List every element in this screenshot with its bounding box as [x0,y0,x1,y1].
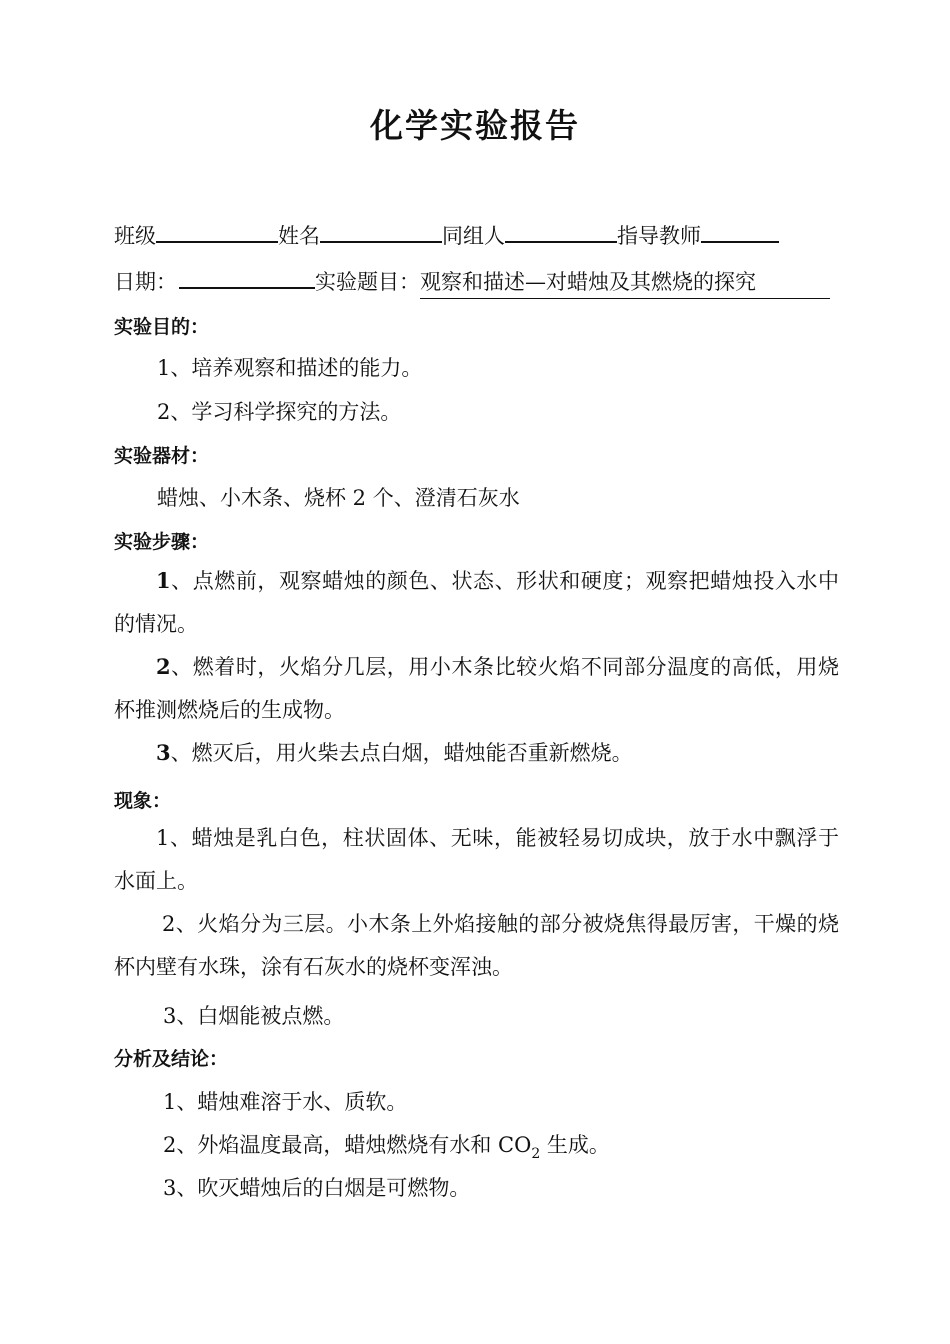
steps-heading: 实验步骤： [114,531,210,553]
conclusion-text: 2、外焰温度最高，蜡烛燃烧有水和 CO [163,1133,532,1157]
step-number: 3 [156,740,171,765]
step-text: 、燃着时，火焰分几层，用小木条比较火焰不同部分温度的高低，用烧杯推测燃烧后的生成物。 [114,655,839,722]
step-item [114,731,839,775]
step-text: 、燃灭后，用火柴去点白烟，蜡烛能否重新燃烧。 [170,741,633,765]
group-label: 同组人 [442,224,505,248]
phenomena-heading: 现象： [114,790,172,812]
step-text: 、点燃前，观察蜡烛的颜色、状态、形状和硬度；观察把蜡烛投入水中的情况。 [114,569,839,636]
subscript: 2 [531,1146,541,1162]
conclusion-item: 3、吹灭蜡烛后的白烟是可燃物。 [163,1176,471,1200]
date-blank[interactable] [179,265,315,289]
teacher-blank[interactable] [701,219,779,243]
materials-text: 蜡烛、小木条、烧杯 2 个、澄清石灰水 [157,486,520,510]
conclusion-item: 1、蜡烛难溶于水、质软。 [163,1090,408,1114]
class-blank[interactable] [156,219,278,243]
purpose-item: 1、培养观察和描述的能力。 [157,356,423,380]
phenomenon-item: 2、火焰分为三层。小木条上外焰接触的部分被烧焦得最厉害，干燥的烧杯内壁有水珠，涂有石灰水的烧杯变浑浊。 [114,912,839,979]
topic-label: 实验题目： [315,270,420,294]
group-blank[interactable] [505,219,617,243]
purpose-item: 2、学习科学探究的方法。 [157,400,402,424]
teacher-label: 指导教师 [617,224,701,248]
phenomenon-item: 3、白烟能被点燃。 [163,1004,345,1028]
purpose-heading: 实验目的： [114,316,210,338]
step-number: 1 [156,568,171,593]
step-item [114,559,839,646]
materials-heading: 实验器材： [114,445,210,467]
conclusion-text: 生成。 [540,1133,610,1157]
step-number: 2 [156,654,171,679]
info-row-2 [114,265,830,299]
conclusion-item [163,1129,610,1162]
name-label: 姓名 [278,224,320,248]
phenomenon-item: 1、蜡烛是乳白色，柱状固体、无味，能被轻易切成块，放于水中飘浮于水面上。 [114,826,839,893]
step-item [114,645,839,732]
class-label: 班级 [114,224,156,248]
report-title: 化学实验报告 [370,106,580,145]
date-label: 日期： [114,270,177,294]
name-blank[interactable] [320,219,442,243]
conclusion-heading: 分析及结论： [114,1048,229,1070]
info-row-1 [114,219,779,250]
topic-value: 观察和描述—对蜡烛及其燃烧的探究 [420,266,830,299]
